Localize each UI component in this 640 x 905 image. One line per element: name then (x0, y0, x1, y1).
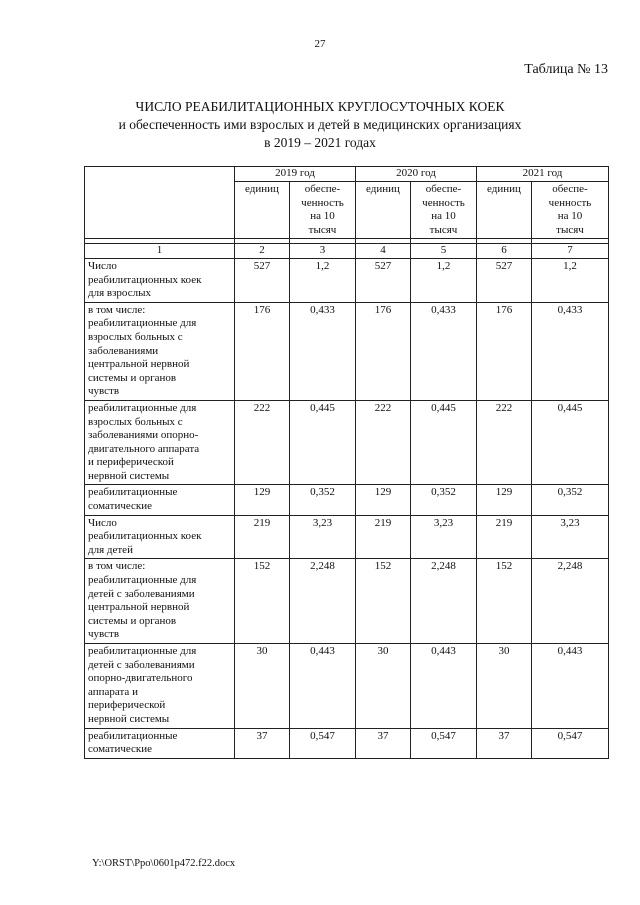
rate-value: 2,248 (411, 559, 477, 644)
row-label: Число реабилитационных коек для детей (85, 515, 235, 559)
subheader-units: единиц (477, 182, 532, 239)
column-number-row (85, 244, 609, 259)
units-value: 527 (235, 258, 290, 302)
units-value: 37 (477, 728, 532, 758)
units-value: 37 (235, 728, 290, 758)
units-value: 176 (235, 302, 290, 400)
rate-value: 0,547 (290, 728, 356, 758)
row-label: реабилитационные для взрослых больных с заболеваниями опорно- двигательного аппарата и периферической нервной системы (85, 400, 235, 485)
row-label: реабилитационные соматические (85, 728, 235, 758)
rate-value: 0,433 (290, 302, 356, 400)
rate-value: 0,443 (532, 644, 609, 729)
table-row (85, 559, 609, 644)
units-value: 527 (477, 258, 532, 302)
units-value: 129 (235, 485, 290, 515)
rate-value: 1,2 (411, 258, 477, 302)
column-number: 7 (532, 244, 609, 259)
row-label: реабилитационные соматические (85, 485, 235, 515)
units-value: 30 (477, 644, 532, 729)
year-header-2021: 2021 год (477, 167, 609, 182)
units-value: 37 (356, 728, 411, 758)
rate-value: 3,23 (411, 515, 477, 559)
units-value: 152 (235, 559, 290, 644)
row-label: в том числе: реабилитационные для взрослых больных с заболеваниями центральной нервной системы и органов чувств (85, 302, 235, 400)
year-header-2020: 2020 год (356, 167, 477, 182)
title-line-1: ЧИСЛО РЕАБИЛИТАЦИОННЫХ КРУГЛОСУТОЧНЫХ КОЕК (135, 99, 505, 114)
units-value: 219 (235, 515, 290, 559)
rate-value: 2,248 (290, 559, 356, 644)
rate-value: 3,23 (532, 515, 609, 559)
file-path-footer: Y:\ORST\Ppo\0601p472.f22.docx (92, 858, 236, 869)
units-value: 176 (477, 302, 532, 400)
table-row (85, 644, 609, 729)
units-value: 129 (477, 485, 532, 515)
table-row (85, 728, 609, 758)
units-value: 152 (356, 559, 411, 644)
rate-value: 0,352 (290, 485, 356, 515)
units-value: 222 (356, 400, 411, 485)
subheader-units: единиц (356, 182, 411, 239)
title-line-3: в 2019 – 2021 годах (264, 135, 376, 150)
title-line-2: и обеспеченность ими взрослых и детей в медицинских организациях (118, 117, 522, 132)
units-value: 222 (235, 400, 290, 485)
units-value: 30 (356, 644, 411, 729)
rate-value: 0,352 (411, 485, 477, 515)
row-label: в том числе: реабилитационные для детей с заболеваниями центральной нервной системы и органов чувств (85, 559, 235, 644)
rate-value: 1,2 (290, 258, 356, 302)
column-number: 5 (411, 244, 477, 259)
table-row (85, 400, 609, 485)
rate-value: 0,443 (411, 644, 477, 729)
subheader-rate: обеспе- ченность на 10 тысяч (532, 182, 609, 239)
year-header-row (85, 167, 609, 182)
rate-value: 0,445 (411, 400, 477, 485)
rate-value: 0,433 (411, 302, 477, 400)
column-number: 1 (85, 244, 235, 259)
column-number: 4 (356, 244, 411, 259)
table-row (85, 485, 609, 515)
row-label: Число реабилитационных коек для взрослых (85, 258, 235, 302)
table-title (0, 98, 640, 152)
rate-value: 3,23 (290, 515, 356, 559)
rate-value: 0,445 (290, 400, 356, 485)
table-row (85, 258, 609, 302)
rate-value: 2,248 (532, 559, 609, 644)
rate-value: 0,352 (532, 485, 609, 515)
subheader-rate: обеспе- ченность на 10 тысяч (411, 182, 477, 239)
units-value: 219 (477, 515, 532, 559)
units-value: 222 (477, 400, 532, 485)
rate-value: 0,547 (532, 728, 609, 758)
column-number: 3 (290, 244, 356, 259)
year-header-2019: 2019 год (235, 167, 356, 182)
table-row (85, 515, 609, 559)
units-value: 152 (477, 559, 532, 644)
units-value: 30 (235, 644, 290, 729)
rate-value: 0,445 (532, 400, 609, 485)
column-number: 2 (235, 244, 290, 259)
header-blank-cell (85, 167, 235, 239)
table-body (85, 239, 609, 758)
page-number: 27 (314, 38, 326, 50)
row-label: реабилитационные для детей с заболеваниями опорно-двигательного аппарата и периферической нервной системы (85, 644, 235, 729)
units-value: 527 (356, 258, 411, 302)
table-head (85, 167, 609, 239)
subheader-rate: обеспе- ченность на 10 тысяч (290, 182, 356, 239)
rate-value: 0,433 (532, 302, 609, 400)
units-value: 219 (356, 515, 411, 559)
column-number: 6 (477, 244, 532, 259)
rate-value: 1,2 (532, 258, 609, 302)
subheader-units: единиц (235, 182, 290, 239)
rate-value: 0,443 (290, 644, 356, 729)
table-label: Таблица № 13 (524, 62, 608, 77)
units-value: 176 (356, 302, 411, 400)
table-row (85, 302, 609, 400)
rate-value: 0,547 (411, 728, 477, 758)
beds-table (84, 166, 609, 759)
units-value: 129 (356, 485, 411, 515)
